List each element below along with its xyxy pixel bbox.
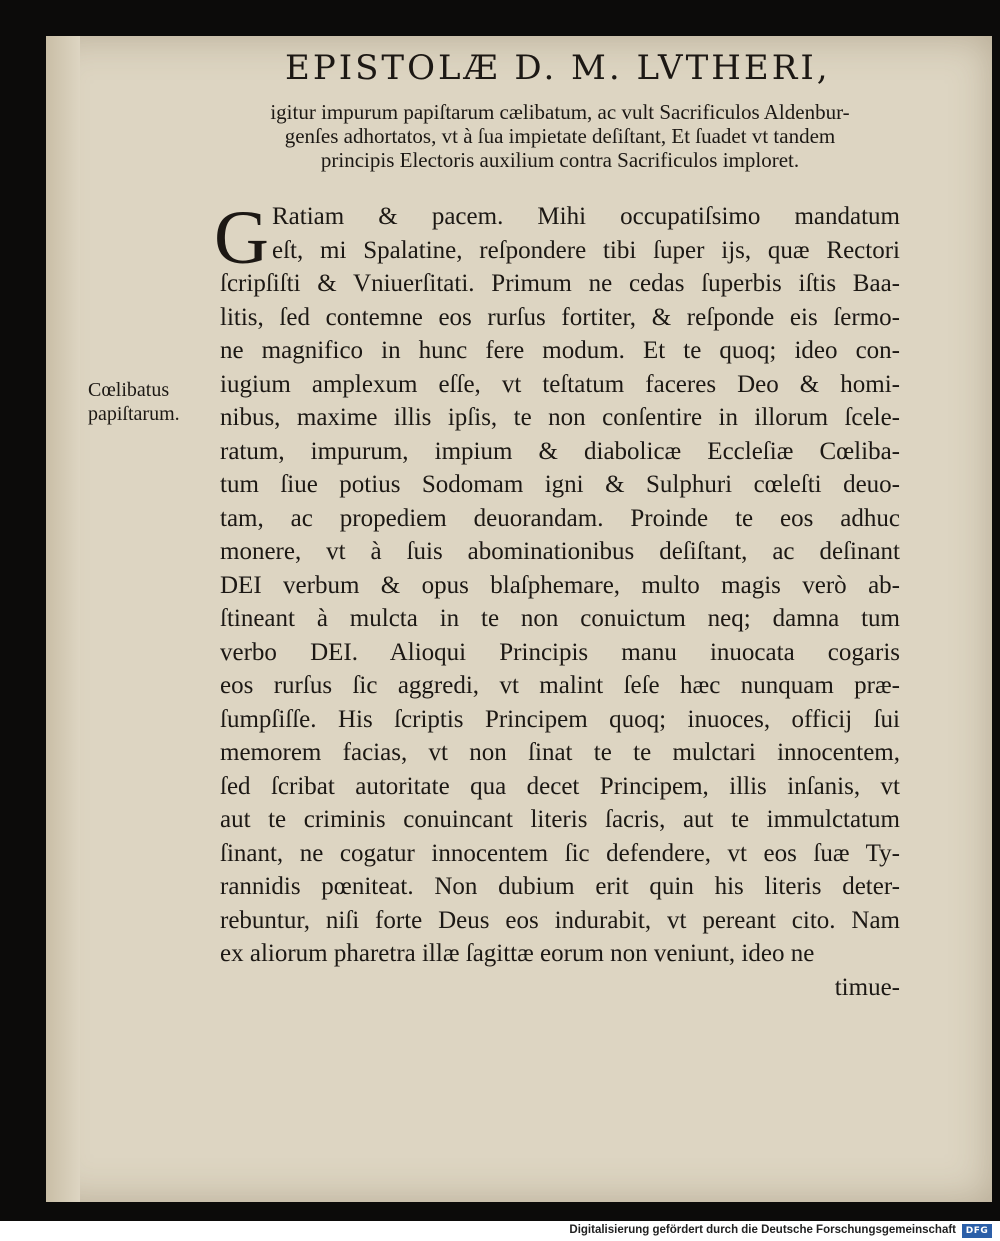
- body-line: rannidis pœniteat. Non dubium erit quin his literis deter-: [220, 873, 900, 900]
- page-edge-shading: [46, 36, 80, 1202]
- running-head: EPISTOLÆ D. M. LVTHERI,: [285, 48, 831, 88]
- funding-credit: Digitalisierung gefördert durch die Deutsche Forschungsgemeinschaft: [569, 1224, 956, 1236]
- body-line: ſumpſiſſe. His ſcriptis Principem quoq; inuoces, officij ſui: [220, 705, 900, 733]
- summary-line: principis Electoris auxilium contra Sacrificulos imploret.: [320, 148, 800, 172]
- marginal-note-line: papiſtarum.: [88, 403, 180, 425]
- body-line: ne magnifico in hunc fere modum. Et te quoq; ideo con-: [220, 337, 900, 364]
- body-line: rebuntur, niſi forte Deus eos indurabit, vt pereant cito. Nam: [220, 906, 900, 934]
- body-line: ſed ſcribat autoritate qua decet Principem, illis inſanis, vt: [220, 772, 900, 800]
- summary-line: genſes adhortatos, vt à ſua impietate deſiſtant, Et ſuadet vt tandem: [284, 124, 836, 148]
- body-line: ſinant, ne cogatur innocentem ſic defendere, vt eos ſuæ Ty-: [220, 839, 900, 867]
- digitization-footer: [0, 1221, 1000, 1241]
- body-line: DEI verbum & opus blaſphemare, multo magis verò ab-: [220, 571, 900, 599]
- body-line: verbo DEI. Alioqui Principis manu inuocata cogaris: [220, 638, 900, 666]
- summary-line: igitur impurum papiſtarum cælibatum, ac vult Sacrificulos Aldenbur-: [270, 100, 850, 124]
- body-line: ratum, impurum, impium & diabolicæ Eccleſiæ Cœliba-: [220, 437, 900, 465]
- body-line: aut te criminis conuincant literis ſacris, aut te immulctatum: [220, 806, 900, 833]
- body-line: nibus, maxime illis ipſis, te non conſentire in illorum ſcele-: [220, 404, 900, 431]
- body-line: tum ſiue potius Sodomam igni & Sulphuri cœleſti deuo-: [220, 471, 900, 498]
- body-line: ex aliorum pharetra illæ ſagittæ eorum non veniunt, ideo ne: [220, 940, 815, 967]
- body-line: ſtineant à mulcta in te non conuictum neq; damna tum: [220, 605, 900, 632]
- body-line: litis, ſed contemne eos rurſus fortiter, & reſponde eis ſermo-: [220, 303, 900, 331]
- marginal-note: [88, 378, 180, 426]
- body-line: ſcripſiſti & Vniuerſitati. Primum ne cedas ſuperbis iſtis Baa-: [220, 270, 900, 297]
- body-line: memorem facias, vt non ſinat te te mulctari innocentem,: [220, 739, 900, 766]
- body-line: eos rurſus ſic aggredi, vt malint ſeſe hæc nunquam præ-: [220, 672, 900, 699]
- drop-cap-initial: G: [214, 196, 269, 280]
- body-line: tam, ac propediem deuorandam. Proinde te eos adhuc: [220, 504, 900, 532]
- catchword: timue-: [834, 973, 900, 1001]
- body-line: Ratiam & pacem. Mihi occupatiſsimo mandatum: [272, 203, 900, 230]
- letter-summary: [210, 100, 910, 172]
- marginal-note-line: Cœlibatus: [88, 379, 170, 401]
- letter-body: [220, 200, 900, 1004]
- body-line: iugium amplexum eſſe, vt teſtatum faceres Deo & homi-: [220, 370, 900, 398]
- body-line: monere, vt à ſuis abominationibus deſiſtant, ac deſinant: [220, 538, 900, 565]
- dfg-logo: DFG: [962, 1224, 992, 1238]
- body-line: eſt, mi Spalatine, reſpondere tibi ſuper ijs, quæ Rectori: [272, 236, 900, 264]
